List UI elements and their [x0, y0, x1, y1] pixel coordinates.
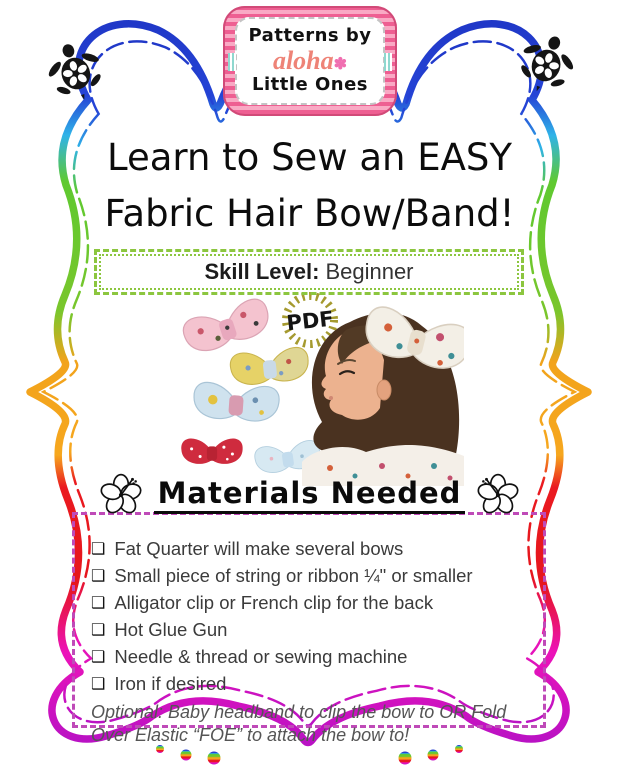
materials-item — [91, 671, 531, 698]
materials-item-text: Hot Glue Gun — [114, 619, 228, 640]
checkbox-icon: ❑ — [91, 541, 106, 558]
skill-level-label: Skill Level: — [204, 259, 320, 284]
materials-item-text: Iron if desired — [114, 673, 227, 694]
blue-floral-bow — [193, 381, 280, 422]
page-title — [40, 130, 579, 241]
checkbox-icon: ❑ — [91, 568, 106, 585]
teal-stripe-accent — [384, 53, 392, 71]
materials-box — [72, 512, 546, 745]
materials-item — [91, 590, 531, 617]
materials-item-text: Small piece of string or ribbon ¼" or smaller — [114, 565, 473, 586]
red-polka-dot-bow — [181, 438, 242, 463]
brand-name: aloha✽ — [272, 46, 348, 76]
pink-floral-bow — [180, 296, 274, 357]
optional-note: Optional: Baby headband to clip the bow to OR Fold Over Elastic “FOE” to attach the bow to! — [91, 702, 507, 745]
materials-heading-text: Materials Needed — [154, 476, 466, 514]
checkbox-icon: ❑ — [91, 649, 106, 666]
materials-item — [91, 617, 531, 644]
title-line-2: Fabric Hair Bow/Band! — [104, 191, 515, 235]
teal-stripe-accent — [228, 53, 236, 71]
skill-level-text — [99, 254, 519, 290]
brand-logo-panel — [235, 17, 385, 105]
product-photo — [150, 290, 464, 486]
sea-turtle-icon — [44, 40, 106, 102]
materials-item-text: Fat Quarter will make several bows — [114, 538, 404, 559]
title-line-1: Learn to Sew an EASY — [106, 136, 512, 179]
pdf-badge — [285, 296, 334, 344]
hibiscus-icon — [98, 472, 144, 518]
brand-line-top: Patterns by — [248, 25, 372, 47]
materials-list — [91, 536, 531, 698]
pdf-badge-label: PDF — [285, 306, 335, 336]
checkbox-icon: ❑ — [91, 676, 106, 693]
brand-logo — [223, 6, 397, 116]
sea-turtle-icon — [516, 32, 578, 94]
materials-heading — [0, 472, 619, 518]
materials-item — [91, 536, 531, 563]
materials-item — [91, 563, 531, 590]
skill-level-value: Beginner — [325, 259, 414, 284]
border-dots — [156, 745, 463, 765]
skill-level-badge — [94, 249, 524, 295]
materials-item-text: Alligator clip or French clip for the back — [114, 592, 434, 613]
yellow-floral-bow — [229, 346, 310, 386]
checkbox-icon: ❑ — [91, 622, 106, 639]
materials-item — [91, 644, 531, 671]
brand-line-bottom: Little Ones — [251, 73, 369, 95]
hibiscus-icon — [475, 472, 521, 518]
checkbox-icon: ❑ — [91, 595, 106, 612]
materials-item-text: Needle & thread or sewing machine — [114, 646, 408, 667]
flower-icon: ✽ — [333, 56, 348, 74]
